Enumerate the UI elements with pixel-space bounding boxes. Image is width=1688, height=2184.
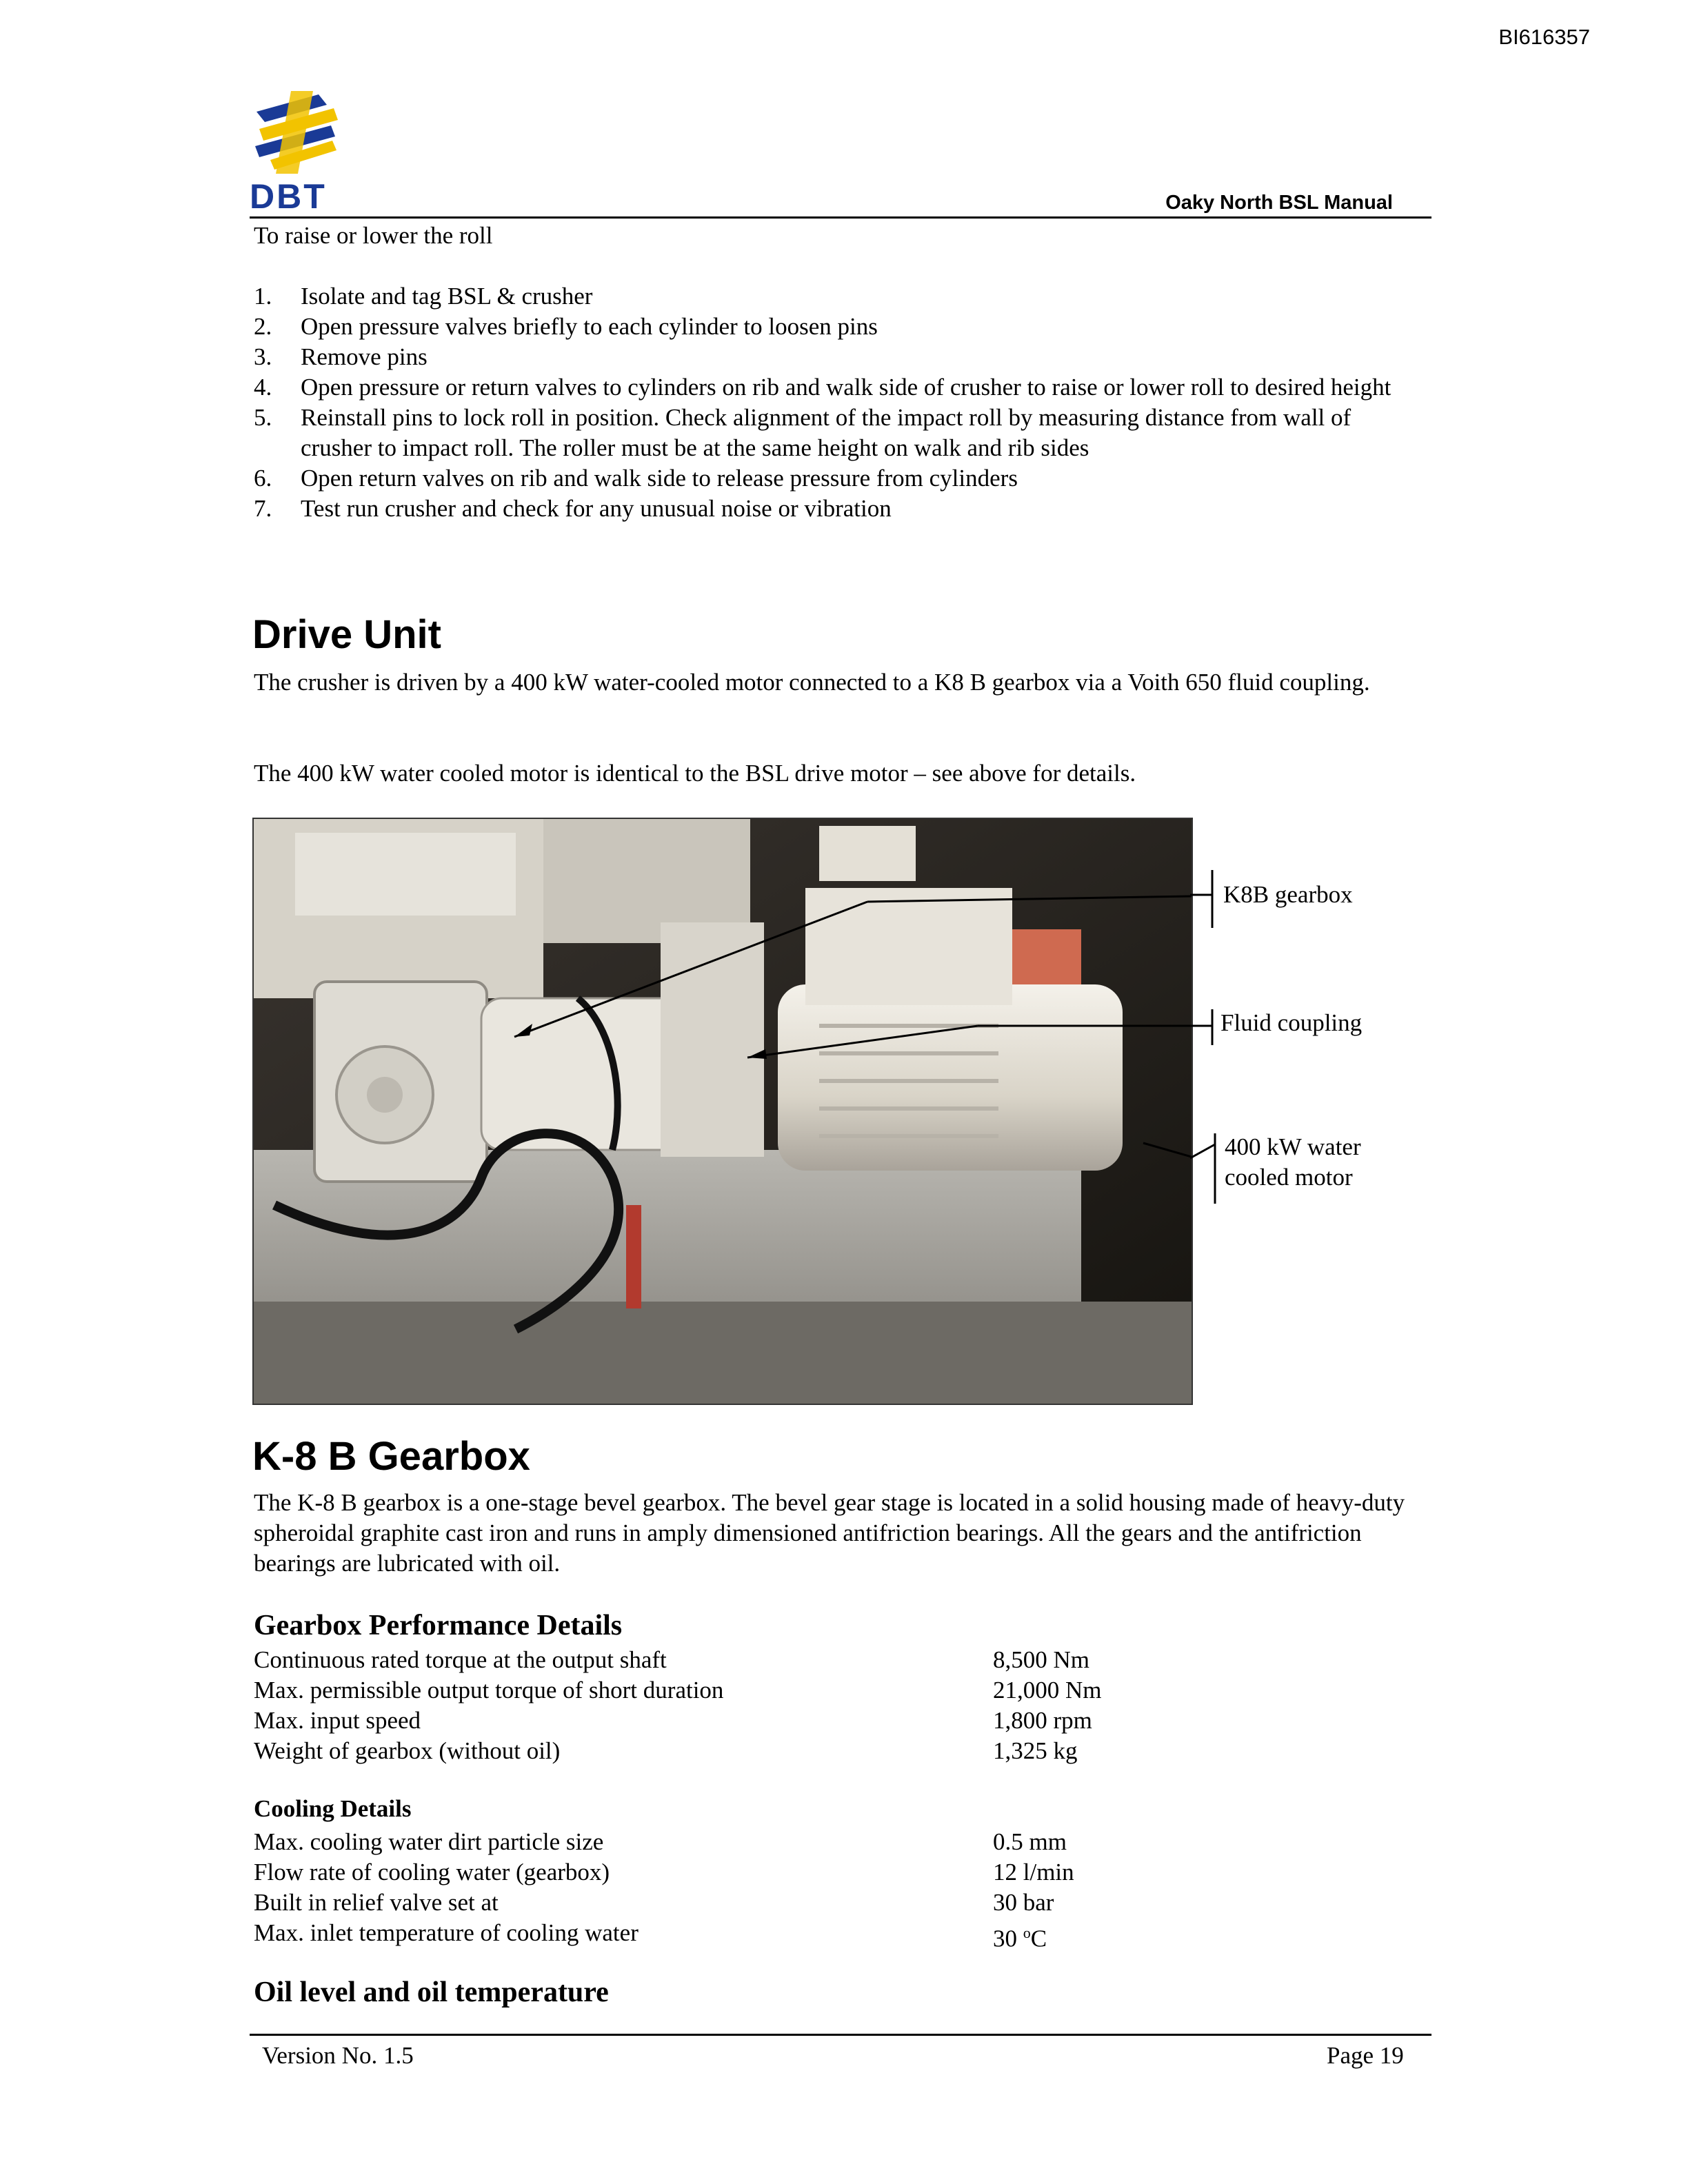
drive-unit-illustration: [254, 819, 1192, 1404]
dbt-logo-icon: [250, 91, 346, 174]
list-item: 6. Open return valves on rib and walk side to release pressure from cylinders: [254, 465, 1018, 492]
drive-unit-paragraph: The crusher is driven by a 400 kW water-cooled motor connected to a K8 B gearbox via a Voith 650 fluid coupling.: [254, 669, 1370, 696]
table-row: Max. cooling water dirt particle size 0.5 mm: [254, 1828, 1067, 1855]
gearbox-heading: K-8 B Gearbox: [252, 1434, 530, 1479]
drive-unit-note: The 400 kW water cooled motor is identical to the BSL drive motor – see above for details.: [254, 760, 1136, 787]
list-item: 1. Isolate and tag BSL & crusher: [254, 283, 593, 310]
drive-unit-heading: Drive Unit: [252, 612, 441, 657]
list-item: 2. Open pressure valves briefly to each cylinder to loosen pins: [254, 313, 878, 340]
footer-version: Version No. 1.5: [262, 2042, 414, 2069]
drive-unit-photo: [252, 818, 1193, 1405]
roll-steps-list: [254, 281, 1426, 524]
list-item: 3. Remove pins: [254, 343, 428, 370]
table-row: Continuous rated torque at the output shaft 8,500 Nm: [254, 1646, 1089, 1673]
document-id: BI616357: [1498, 25, 1590, 49]
table-row: Max. input speed 1,800 rpm: [254, 1707, 1092, 1734]
callout-gearbox: K8B gearbox: [1223, 881, 1353, 908]
table-row: Max. inlet temperature of cooling water 30 $^o$C: [254, 1919, 1047, 1952]
footer-rule: [250, 2034, 1431, 2036]
logo-text: DBT: [250, 177, 327, 216]
list-item: 5. Reinstall pins to lock roll in position. Check alignment of the impact roll by measuring distance from wall of crusher to impact roll. The roller must be at the same height on walk and rib sides: [254, 404, 1352, 461]
roll-intro: To raise or lower the roll: [254, 222, 493, 249]
manual-title: Oaky North BSL Manual: [1165, 192, 1393, 214]
oil-heading: Oil level and oil temperature: [254, 1976, 609, 2008]
list-item: 7. Test run crusher and check for any unusual noise or vibration: [254, 495, 892, 522]
list-item: 4. Open pressure or return valves to cylinders on rib and walk side of crusher to raise or lower roll to desired height: [254, 374, 1391, 401]
table-row: Flow rate of cooling water (gearbox) 12 l/min: [254, 1859, 1074, 1885]
callout-motor: 400 kW water cooled motor: [1225, 1133, 1361, 1191]
header-rule: [250, 216, 1431, 219]
gearbox-paragraph: The K-8 B gearbox is a one-stage bevel gearbox. The bevel gear stage is located in a solid housing made of heavy-duty spheroidal graphite cast iron and runs in amply dimensioned antifriction bearings. All the gears and the antifriction bearings are lubricated with oil.: [254, 1489, 1405, 1577]
callout-fluid-coupling: Fluid coupling: [1220, 1009, 1363, 1036]
cooling-heading: Cooling Details: [254, 1795, 412, 1822]
performance-heading: Gearbox Performance Details: [254, 1610, 623, 1641]
page-number: Page 19: [1327, 2042, 1404, 2069]
table-row: Max. permissible output torque of short duration 21,000 Nm: [254, 1677, 1102, 1703]
table-row: Built in relief valve set at 30 bar: [254, 1889, 1054, 1916]
table-row: Weight of gearbox (without oil) 1,325 kg: [254, 1737, 1078, 1764]
